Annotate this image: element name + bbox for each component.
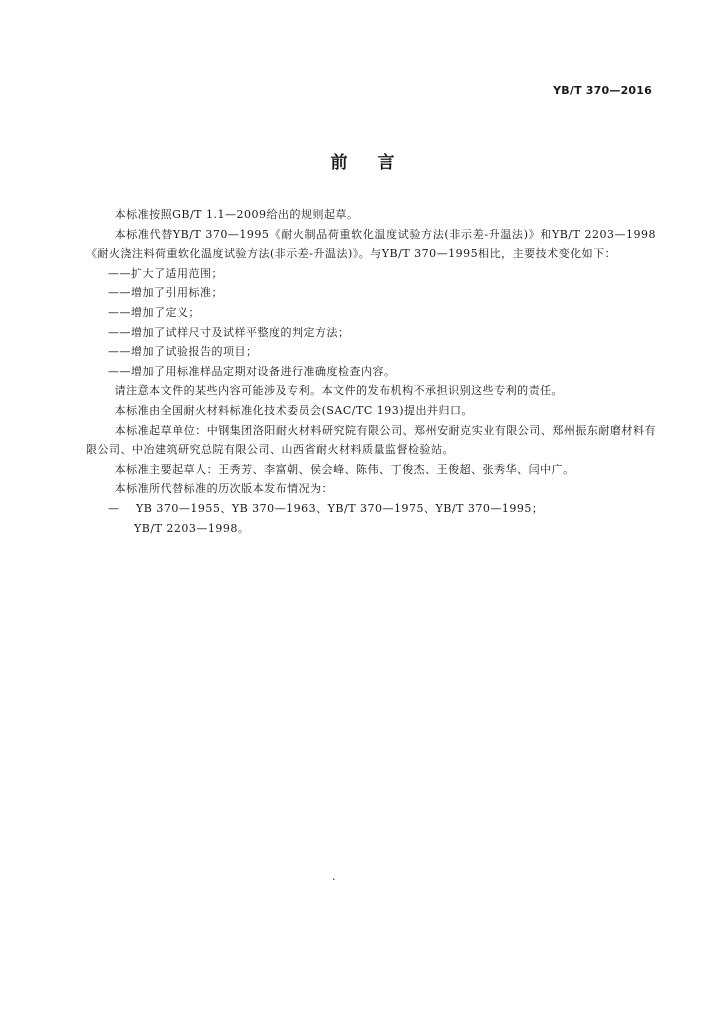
paragraph-replacement: 本标准代替YB/T 370—1995《耐火制品荷重软化温度试验方法(非示差-升温法)》和YB/T 2203—1998《耐火浇注料荷重软化温度试验方法(非示差-升温法)》。与YB/T 370—1995相比，主要技术变化如下： — [86, 227, 656, 261]
standard-code: YB/T 370—2016 — [553, 84, 652, 97]
history-versions: YB 370—1955、YB 370—1963、YB/T 370—1975、YB/T 370—1995； — [136, 501, 544, 515]
history-dash: — — [108, 501, 120, 515]
change-item: ——扩大了适用范围； — [108, 266, 223, 280]
change-item: ——增加了试样尺寸及试样平整度的判定方法； — [108, 325, 350, 339]
paragraph-patent-note: 请注意本文件的某些内容可能涉及专利。本文件的发布机构不承担识别这些专利的责任。 — [114, 384, 564, 398]
page-mark: . — [332, 870, 336, 883]
paragraph-history-intro: 本标准所代替标准的历次版本发布情况为： — [114, 482, 334, 496]
change-item: ——增加了用标准样品定期对设备进行准确度检查内容。 — [108, 364, 396, 378]
paragraph-drafting-units: 本标准起草单位：中钢集团洛阳耐火材料研究院有限公司、郑州安耐克实业有限公司、郑州振东耐磨材料有限公司、中冶建筑研究总院有限公司、山西省耐火材料质量监督检验站。 — [86, 423, 656, 457]
history-line: YB/T 2203—1998。 — [134, 521, 250, 535]
paragraph-drafting-rule: 本标准按照GB/T 1.1—2009给出的规则起草。 — [114, 208, 359, 221]
change-item: ——增加了引用标准； — [108, 286, 223, 300]
paragraph-proposer: 本标准由全国耐火材料标准化技术委员会(SAC/TC 193)提出并归口。 — [114, 403, 474, 417]
foreword-body — [86, 205, 656, 538]
paragraph-drafters: 本标准主要起草人：王秀芳、李富朝、侯会峰、陈伟、丁俊杰、王俊超、张秀华、闫中广。 — [114, 462, 575, 476]
change-item: ——增加了试验报告的项目； — [108, 345, 258, 359]
change-item: ——增加了定义； — [108, 305, 200, 319]
history-line — [86, 499, 656, 519]
page-title: 前言 — [330, 153, 425, 173]
